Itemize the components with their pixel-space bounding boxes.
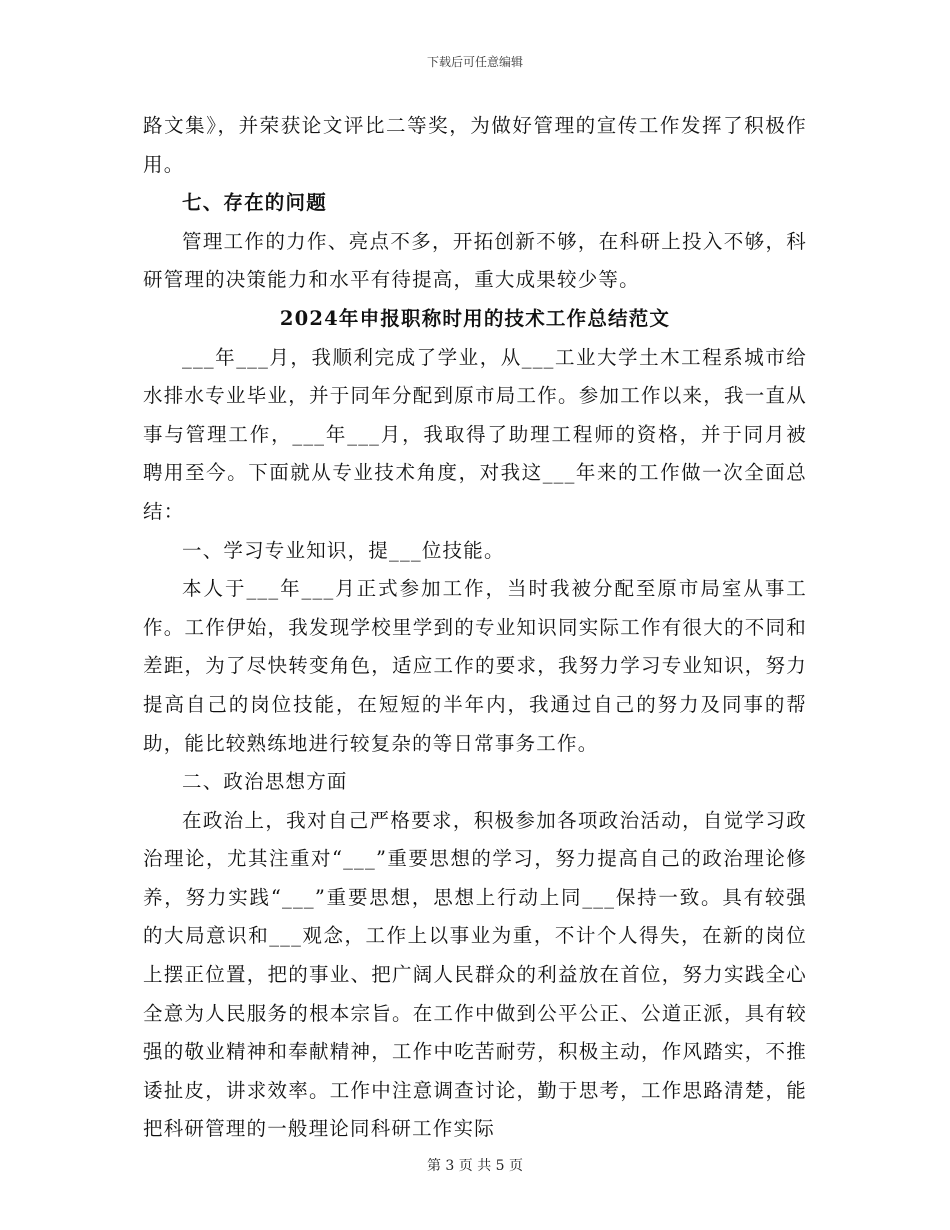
section-heading-problems: 七、存在的问题 bbox=[182, 191, 327, 215]
page-footer: 第 3 页 共 5 页 bbox=[426, 1158, 524, 1174]
paragraph-problems: 管理工作的力作、亮点不多，开拓创新不够，在科研上投入不够，科研管理的决策能力和水平有待提高，重大成果较少等。 bbox=[143, 229, 807, 292]
section-heading-politics: 二、政治思想方面 bbox=[182, 770, 348, 794]
paragraph-skills: 本人于___年___月正式参加工作，当时我被分配至原市局室从事工作。工作伊始，我发现学校里学到的专业知识同实际工作有很大的不同和差距，为了尽快转变角色，适应工作的要求，我努力学习专业知识，努力提高自己的岗位技能，在短短的半年内，我通过自己的努力及同事的帮助，能比较熟练地进行较复杂的等日常事务工作。 bbox=[143, 577, 807, 755]
document-body bbox=[143, 107, 807, 1149]
page-header: 下载后可任意编辑 bbox=[426, 55, 523, 69]
paragraph-politics: 在政治上，我对自己严格要求，积极参加各项政治活动，自觉学习政治理论，尤其注重对“___”重要思想的学习，努力提高自己的政治理论修养，努力实践“___”重要思想，思想上行动上同___保持一致。具有较强的大局意识和___观念，工作上以事业为重，不计个人得失，在新的岗位上摆正位置，把的事业、把广阔人民群众的利益放在首位，努力实践全心全意为人民服务的根本宗旨。在工作中做到公平公正、公道正派，具有较强的敬业精神和奉献精神，工作中吃苦耐劳，积极主动，作风踏实，不推诿扯皮，讲求效率。工作中注意调查讨论，勤于思考，工作思路清楚，能把科研管理的一般理论同科研工作实际 bbox=[143, 808, 807, 1141]
paragraph-intro: ___年___月，我顺利完成了学业，从___工业大学土木工程系城市给水排水专业毕业，并于同年分配到原市局工作。参加工作以来，我一直从事与管理工作，___年___月，我取得了助理工程师的资格，并于同月被聘用至今。下面就从专业技术角度，对我这___年来的工作做一次全面总结： bbox=[143, 345, 807, 523]
paragraph-continuation: 路文集》，并荣获论文评比二等奖，为做好管理的宣传工作发挥了积极作用。 bbox=[143, 114, 807, 176]
section-heading-skills: 一、学习专业知识，提___位技能。 bbox=[182, 538, 505, 562]
document-title: 2024年申报职称时用的技术工作总结范文 bbox=[279, 306, 671, 330]
